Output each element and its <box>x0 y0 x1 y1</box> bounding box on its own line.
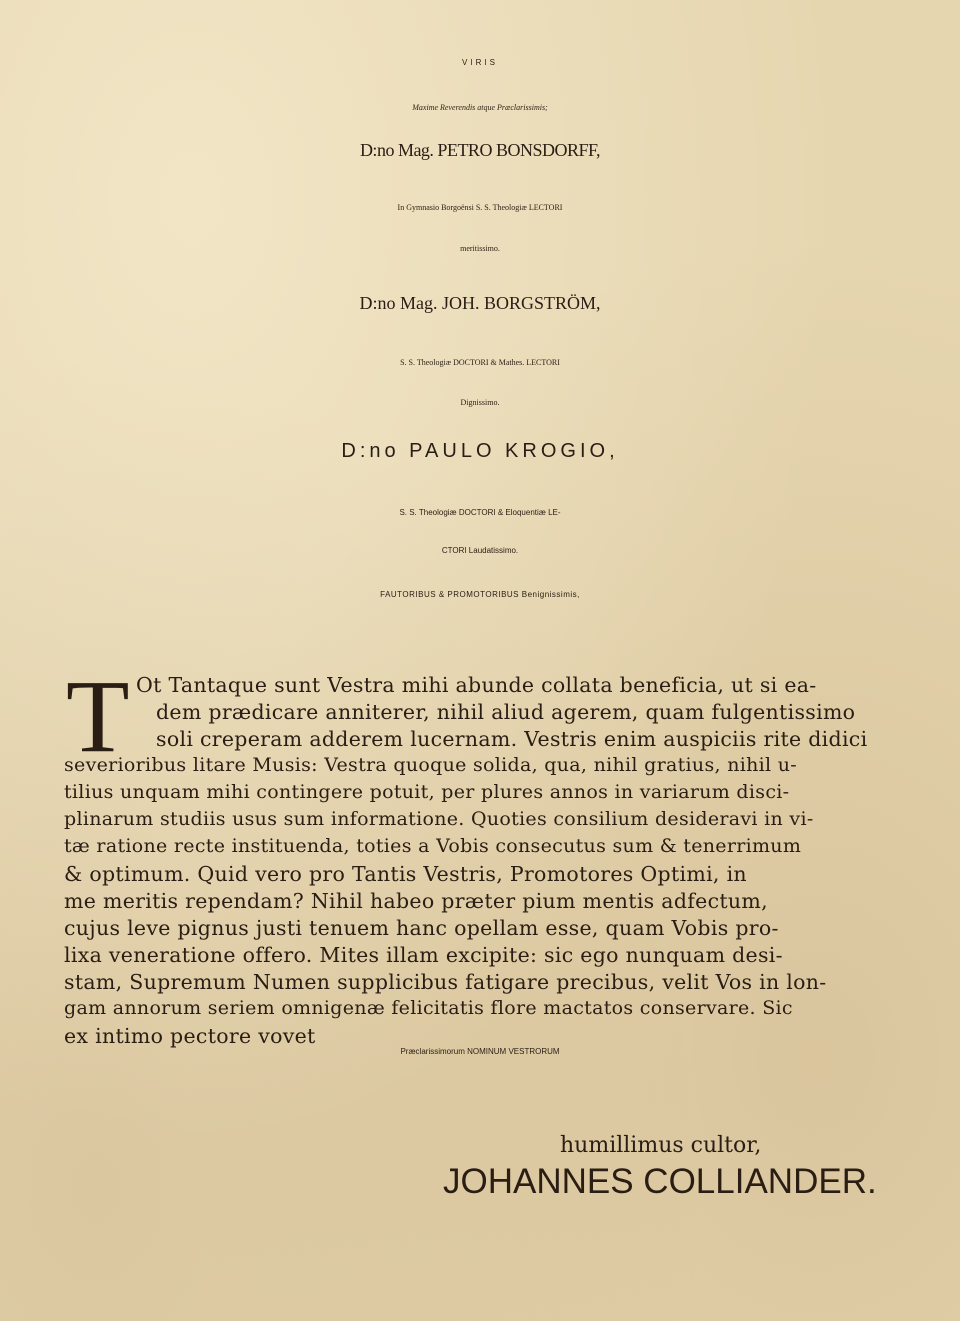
dedicatee-3-epithet: CTORI Laudatissimo. <box>441 546 519 555</box>
dedicatee-1-name: D:no Mag. PETRO BONSDORFF, <box>359 140 601 160</box>
dedicatee-3-name: D:no PAULO KROGIO, <box>341 440 619 462</box>
heading-maxime: Maxime Reverendis atque Præclarissimis; <box>412 103 548 112</box>
dedicatee-1-title: In Gymnasio Borgoënsi S. S. Theologiæ LECTORI <box>397 203 563 212</box>
drop-cap: T <box>66 659 130 774</box>
dedicatee-2-name: D:no Mag. JOH. BORGSTRÖM, <box>359 293 601 313</box>
body-line: tilius unquam mihi contingere potuit, per plures annos in variarum disci- <box>64 781 790 803</box>
fautoribus-line: FAUTORIBUS & PROMOTORIBUS Benignissimis, <box>380 590 580 599</box>
signature-cultor: humillimus cultor, <box>560 1133 762 1158</box>
body-line: cujus leve pignus justi tenuem hanc opellam esse, quam Vobis pro- <box>64 916 779 940</box>
closing-line: Præclarissimorum NOMINUM VESTRORUM <box>400 1047 560 1056</box>
signature-author: JOHANNES COLLIANDER. <box>443 1162 877 1201</box>
heading-viris: VIRIS <box>462 58 498 67</box>
body-line: Ot Tantaque sunt Vestra mihi abunde collata beneficia, ut si ea- <box>136 673 817 697</box>
dedicatee-3-title: S. S. Theologiæ DOCTORI & Eloquentiæ LE- <box>399 508 561 517</box>
body-line: dem prædicare anniterer, nihil aliud agerem, quam fulgentissimo <box>156 700 856 724</box>
body-line: lixa veneratione offero. Mites illam excipite: sic ego nunquam desi- <box>64 943 783 967</box>
body-line: soli creperam adderem lucernam. Vestris enim auspiciis rite didici <box>156 727 868 751</box>
dedicatee-1-epithet: meritissimo. <box>460 244 500 253</box>
dedicatee-2-epithet: Dignissimo. <box>460 398 500 407</box>
body-line: & optimum. Quid vero pro Tantis Vestris, Promotores Optimi, in <box>64 862 747 886</box>
dedicatee-2-title: S. S. Theologiæ DOCTORI & Mathes. LECTORI <box>400 358 560 367</box>
body-line: ex intimo pectore vovet <box>64 1024 316 1048</box>
body-line: stam, Supremum Numen supplicibus fatigare precibus, velit Vos in lon- <box>64 970 827 994</box>
body-line: plinarum studiis usus sum informatione. Quoties consilium desideravi in vi- <box>64 808 814 830</box>
body-line: tæ ratione recte instituenda, toties a Vobis consecutus sum & tenerrimum <box>64 835 802 857</box>
body-line: me meritis rependam? Nihil habeo præter pium mentis adfectum, <box>64 889 768 913</box>
body-line: severioribus litare Musis: Vestra quoque solida, qua, nihil gratius, nihil u- <box>64 754 798 776</box>
body-line: gam annorum seriem omnigenæ felicitatis flore mactatos conservare. Sic <box>64 997 793 1019</box>
